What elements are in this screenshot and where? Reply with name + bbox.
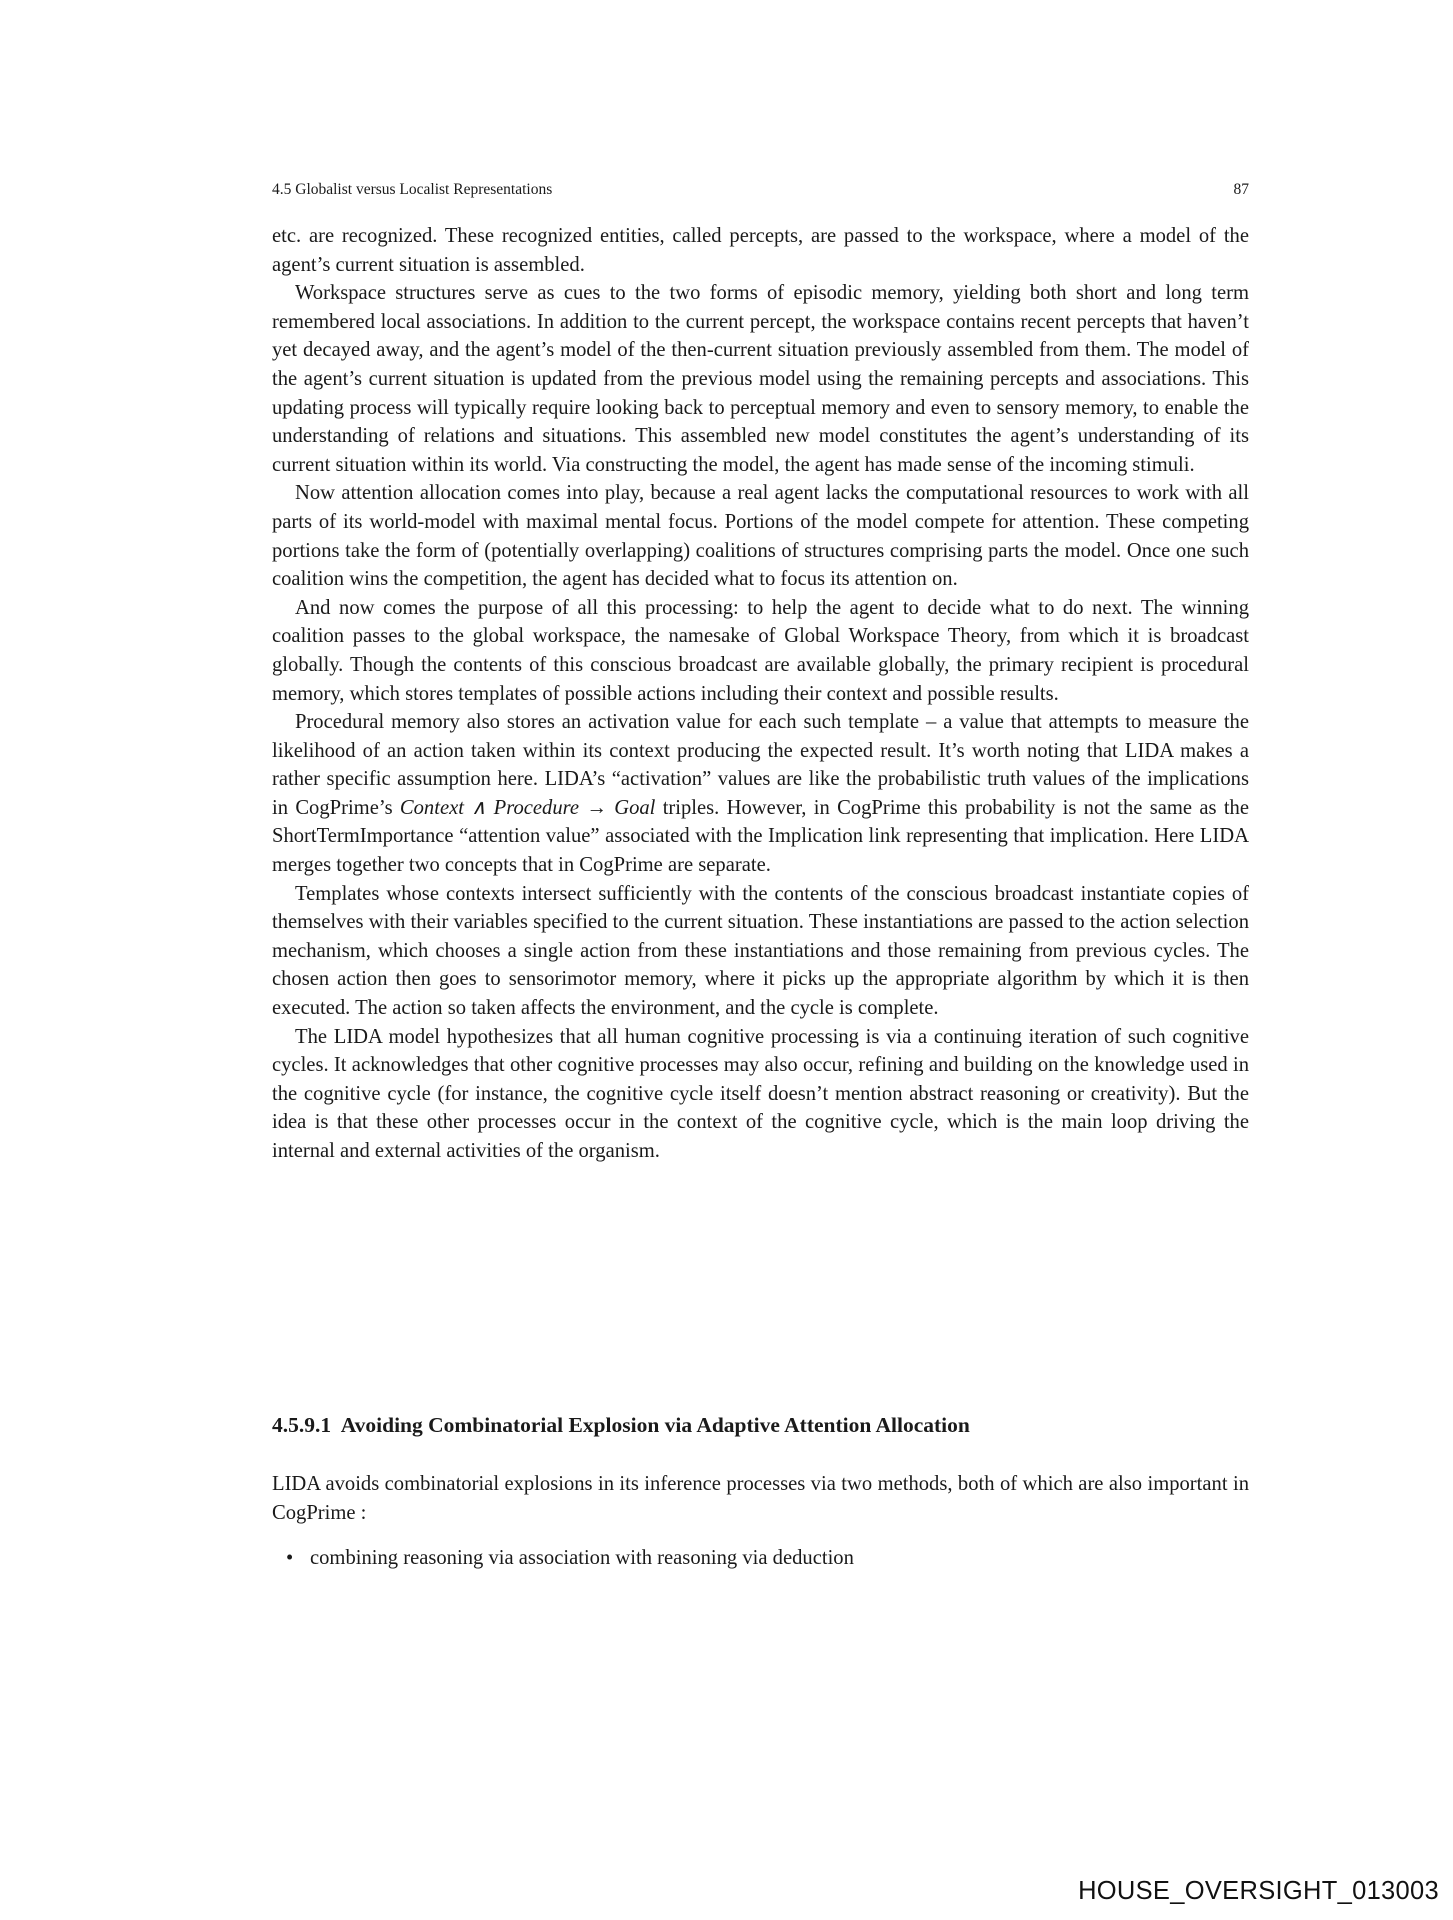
paragraph: The LIDA model hypothesizes that all human cognitive processing is via a continuing iteration of such cognitive cycles. It acknowledges that other cognitive processes may also occur, refining and building on the knowledge used in the cognitive cycle (for instance, the cognitive cycle itself doesn’t mention abstract reasoning or creativity). But the idea is that these other processes occur in the context of the cognitive cycle, which is the main loop driving the internal and external activities of the organism. xyxy=(272,1025,1249,1162)
paragraph: Templates whose contexts intersect sufficiently with the contents of the conscious broadcast instantiate copies of themselves with their variables specified to the current situation. These instantiations are passed to the action selection mechanism, which chooses a single action from these instantiations and those remaining from previous cycles. The chosen action then goes to sensorimotor memory, where it picks up the appropriate algorithm by which it is then executed. The action so taken affects the environment, and the cycle is complete. xyxy=(272,882,1249,1020)
running-head xyxy=(272,181,1249,199)
paragraph: Workspace structures serve as cues to the two forms of episodic memory, yielding both short and long term remembered local associations. In addition to the current percept, the workspace contains recent percepts that haven’t yet decayed away, and the agent’s model of the then-current situation previously assembled from them. The model of the agent’s current situation is updated from the previous model using the remaining percepts and associations. This updating process will typically require looking back to perceptual memory and even to sensory memory, to enable the understanding of relations and situations. This assembled new model constitutes the agent’s understanding of its current situation within its world. Via constructing the model, the agent has made sense of the incoming stimuli. xyxy=(272,282,1249,476)
list-item xyxy=(272,1544,1249,1573)
page-number: 87 xyxy=(1233,181,1249,198)
paragraph xyxy=(272,708,1249,880)
section-body xyxy=(272,1470,1249,1573)
bates-stamp: HOUSE_OVERSIGHT_013003 xyxy=(1078,1877,1439,1905)
section-intro: LIDA avoids combinatorial explosions in its inference processes via two methods, both of which are also important in CogPrime : xyxy=(272,1473,1249,1524)
list-item-text: combining reasoning via association with reasoning via deduction xyxy=(310,1547,854,1570)
section-heading xyxy=(272,1413,1249,1438)
paragraph: And now comes the purpose of all this processing: to help the agent to decide what to do next. The winning coalition passes to the global workspace, the namesake of Global Workspace Theory, from which it is broadcast globally. Though the contents of this conscious broadcast are available globally, the primary recipient is procedural memory, which stores templates of possible actions including their context and possible results. xyxy=(272,596,1249,705)
bullet-list xyxy=(272,1544,1249,1573)
paragraph-text: Procedural memory also stores an activation value for each such template – a value that attempts to measure the likelihood of an action taken within its context producing the expected result. It’s worth noting that LIDA makes a rather specific assumption here. LIDA’s “activation” values are like the probabilistic truth values of the implications in CogPrime’s xyxy=(272,711,1249,819)
formula: Context ∧ Procedure → Goal xyxy=(399,796,656,819)
bullet-icon: • xyxy=(286,1547,294,1570)
paragraph: Now attention allocation comes into play, because a real agent lacks the computational resources to work with all parts of its world-model with maximal mental focus. Portions of the model compete for attention. These competing portions take the form of (potentially overlapping) coalitions of structures comprising parts the model. Once one such coalition wins the competition, the agent has decided what to focus its attention on. xyxy=(272,482,1249,591)
running-head-section: 4.5 Globalist versus Localist Representations xyxy=(272,181,553,198)
paragraph-text: triples. However, in CogPrime this probability is not the same as the ShortTermImportance “attention value” associated with the Implication link representing that implication. Here LIDA merges together two concepts that in CogPrime are separate. xyxy=(272,796,1249,877)
body-text xyxy=(272,222,1249,1166)
paragraph: etc. are recognized. These recognized entities, called percepts, are passed to the workspace, where a model of the agent’s current situation is assembled. xyxy=(272,225,1249,276)
section-number: 4.5.9.1 xyxy=(272,1413,332,1437)
section-title: Avoiding Combinatorial Explosion via Adaptive Attention Allocation xyxy=(340,1413,970,1437)
